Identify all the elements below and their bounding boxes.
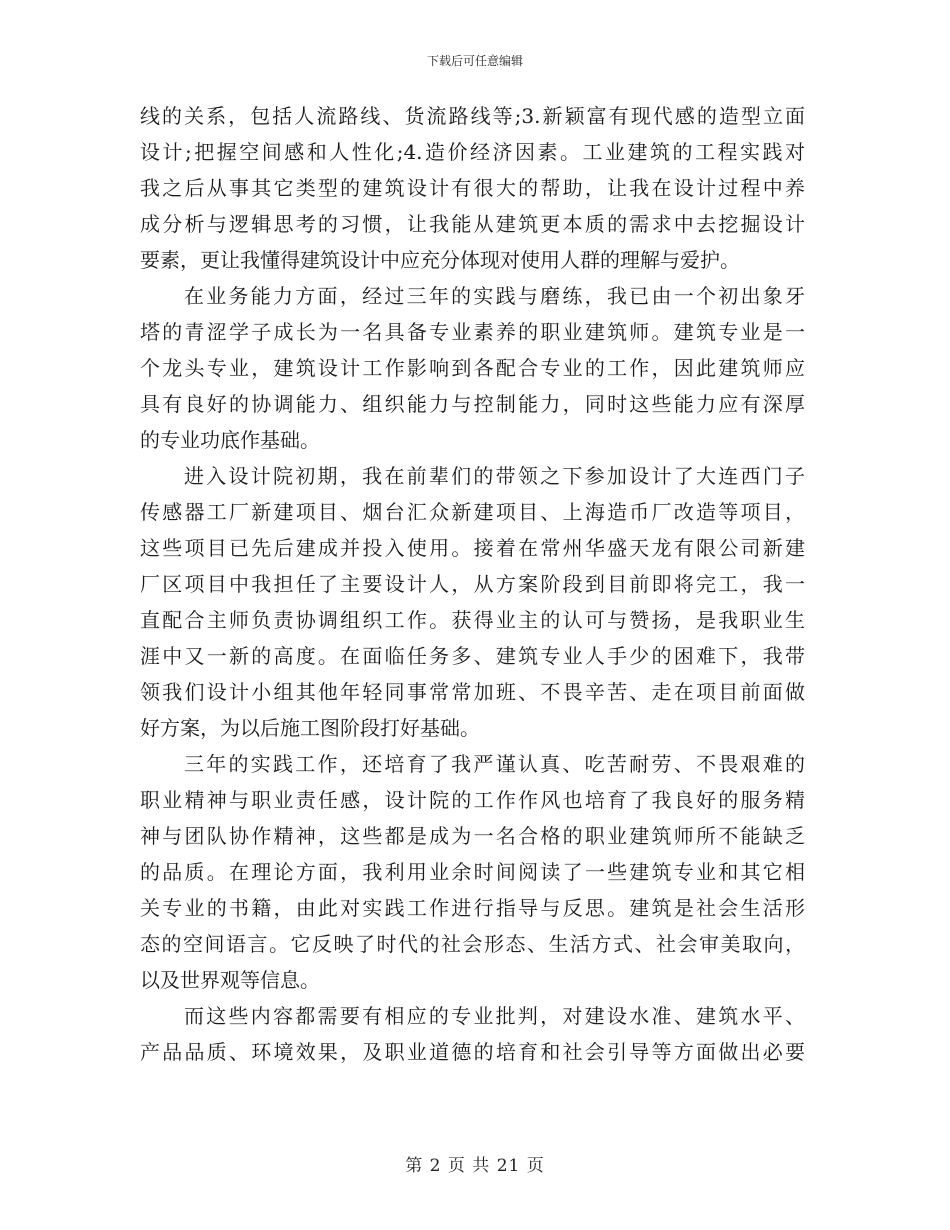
text-line: 在业务能力方面，经过三年的实践与磨练，我已由一个初出象牙 — [184, 284, 805, 308]
text-line: 态的空间语言。它反映了时代的社会形态、生活方式、社会审美取向， — [140, 932, 805, 956]
document-body — [140, 98, 805, 1070]
text-line: 涯中又一新的高度。在面临任务多、建筑专业人手少的困难下，我带 — [140, 644, 805, 668]
page-number-footer: 第 2 页 共 21 页 — [405, 1156, 545, 1176]
text-line: 的专业功底作基础。 — [140, 428, 320, 452]
paragraph — [140, 458, 805, 746]
text-line: 的品质。在理论方面，我利用业余时间阅读了一些建筑专业和其它相 — [140, 860, 805, 884]
text-line: 神与团队协作精神，这些都是成为一名合格的职业建筑师所不能缺乏 — [140, 824, 805, 848]
text-line: 直配合主师负责协调组织工作。获得业主的认可与赞扬，是我职业生 — [140, 608, 805, 632]
text-line: 以及世界观等信息。 — [140, 968, 320, 992]
text-line: 好方案，为以后施工图阶段打好基础。 — [140, 716, 480, 740]
text-line: 领我们设计小组其他年轻同事常常加班、不畏辛苦、走在项目前面做 — [140, 680, 805, 704]
text-line: 成分析与逻辑思考的习惯，让我能从建筑更本质的需求中去挖掘设计 — [140, 212, 805, 236]
text-line: 职业精神与职业责任感，设计院的工作作风也培育了我良好的服务精 — [140, 788, 805, 812]
text-line: 进入设计院初期，我在前辈们的带领之下参加设计了大连西门子 — [184, 464, 805, 488]
text-line: 要素，更让我懂得建筑设计中应充分体现对使用人群的理解与爱护。 — [140, 248, 740, 272]
text-line: 具有良好的协调能力、组织能力与控制能力，同时这些能力应有深厚 — [140, 392, 805, 416]
paragraph — [140, 278, 805, 458]
text-line: 这些项目已先后建成并投入使用。接着在常州华盛天龙有限公司新建 — [140, 536, 805, 560]
text-line: 三年的实践工作，还培育了我严谨认真、吃苦耐劳、不畏艰难的 — [184, 752, 805, 776]
text-line: 厂区项目中我担任了主要设计人，从方案阶段到目前即将完工，我一 — [140, 572, 805, 596]
text-line: 我之后从事其它类型的建筑设计有很大的帮助，让我在设计过程中养 — [140, 176, 805, 200]
text-line: 设计;把握空间感和人性化;4.造价经济因素。工业建筑的工程实践对 — [140, 140, 805, 164]
text-line: 塔的青涩学子成长为一名具备专业素养的职业建筑师。建筑专业是一 — [140, 320, 805, 344]
text-line: 个龙头专业，建筑设计工作影响到各配合专业的工作，因此建筑师应 — [140, 356, 805, 380]
text-line: 传感器工厂新建项目、烟台汇众新建项目、上海造币厂改造等项目， — [140, 500, 805, 524]
paragraph — [140, 746, 805, 998]
page-header: 下载后可任意编辑 — [426, 54, 523, 68]
text-line: 而这些内容都需要有相应的专业批判，对建设水准、建筑水平、 — [184, 1004, 805, 1028]
text-line: 产品品质、环境效果，及职业道德的培育和社会引导等方面做出必要 — [140, 1040, 805, 1064]
paragraph — [140, 998, 805, 1070]
text-line: 关专业的书籍，由此对实践工作进行指导与反思。建筑是社会生活形 — [140, 896, 805, 920]
text-line: 线的关系，包括人流路线、货流路线等;3.新颖富有现代感的造型立面 — [140, 104, 805, 128]
paragraph — [140, 98, 805, 278]
